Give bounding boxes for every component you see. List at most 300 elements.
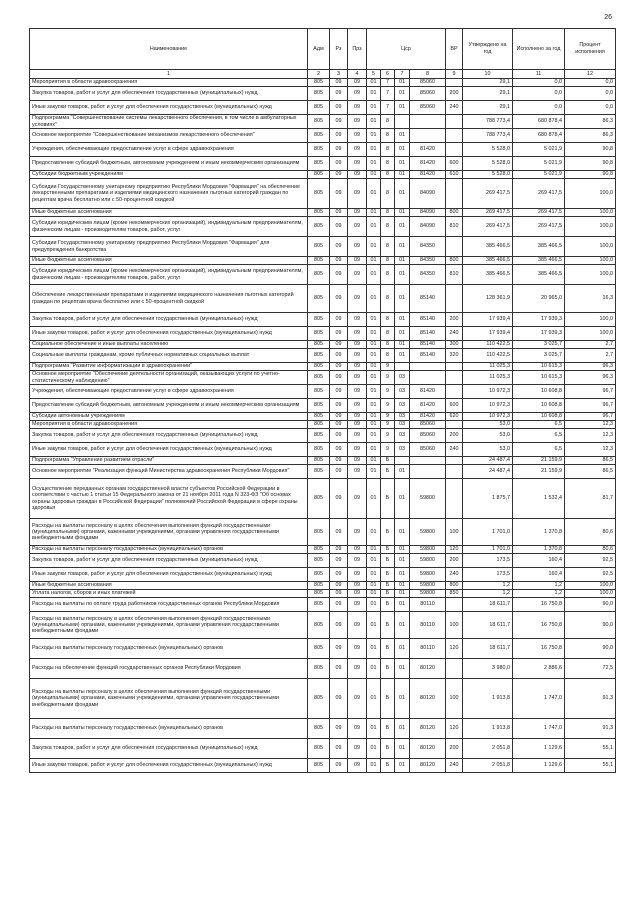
row-prz-cell: 09 [348, 590, 367, 598]
row-csr-part2-cell: Б [381, 639, 395, 659]
row-vr-cell: 810 [446, 217, 463, 237]
row-percent-cell: 96,3 [565, 371, 616, 385]
row-rz-cell: 09 [330, 429, 348, 443]
table-row [30, 179, 616, 209]
row-csr-part4-cell: 59800 [410, 590, 446, 598]
row-prz-cell: 09 [348, 413, 367, 421]
row-vr-cell [446, 465, 463, 479]
row-adm-cell: 805 [308, 257, 330, 265]
row-csr-part2-cell: 8 [381, 265, 395, 285]
row-percent-cell: 90,8 [565, 171, 616, 179]
row-name-cell: Иные закупки товаров, работ и услуг для обеспечения государственных (муниципальных) нужд [30, 327, 308, 341]
row-fact-cell: 21 159,9 [513, 465, 565, 479]
row-adm-cell: 805 [308, 371, 330, 385]
row-plan-cell: 1 701,0 [463, 519, 513, 546]
row-prz-cell: 09 [348, 79, 367, 87]
row-prz-cell: 09 [348, 719, 367, 739]
row-fact-cell: 6,5 [513, 429, 565, 443]
row-fact-cell: 1 747,0 [513, 719, 565, 739]
row-name-cell: Иные закупки товаров, работ и услуг для обеспечения государственных (муниципальных) нужд [30, 568, 308, 582]
row-csr-part3-cell: 01 [395, 79, 410, 87]
row-csr-part3-cell: 01 [395, 341, 410, 349]
row-percent-cell: 0,0 [565, 79, 616, 87]
row-csr-part2-cell: Б [381, 554, 395, 568]
row-csr-part1-cell: 01 [367, 759, 381, 773]
row-prz-cell: 09 [348, 171, 367, 179]
row-adm-cell: 805 [308, 679, 330, 719]
row-percent-cell: 0,0 [565, 101, 616, 115]
row-vr-cell: 120 [446, 546, 463, 554]
column-index-cell: 5 [367, 70, 381, 79]
row-adm-cell: 805 [308, 546, 330, 554]
row-plan-cell: 1 875,7 [463, 479, 513, 519]
row-csr-part4-cell: 80120 [410, 759, 446, 773]
table-row [30, 719, 616, 739]
row-vr-cell: 800 [446, 257, 463, 265]
table-row [30, 349, 616, 363]
row-vr-cell [446, 115, 463, 129]
row-csr-part4-cell: 84350 [410, 237, 446, 257]
row-plan-cell: 29,1 [463, 87, 513, 101]
row-percent-cell: 96,7 [565, 385, 616, 399]
row-name-cell: Расходы на выплаты персоналу государственных (муниципальных) органов [30, 639, 308, 659]
row-csr-part3-cell: 03 [395, 429, 410, 443]
row-csr-part4-cell: 85060 [410, 79, 446, 87]
table-row [30, 429, 616, 443]
row-percent-cell: 80,6 [565, 519, 616, 546]
row-rz-cell: 09 [330, 179, 348, 209]
row-name-cell: Закупка товаров, работ и услуг для обеспечения государственных (муниципальных) нужд [30, 429, 308, 443]
row-csr-part2-cell: Б [381, 612, 395, 639]
row-csr-part4-cell: 84090 [410, 217, 446, 237]
row-fact-cell: 1 370,8 [513, 519, 565, 546]
row-plan-cell: 53,0 [463, 429, 513, 443]
row-vr-cell [446, 598, 463, 612]
row-percent-cell: 86,5 [565, 465, 616, 479]
table-row [30, 285, 616, 313]
row-csr-part2-cell: 7 [381, 79, 395, 87]
table-row [30, 237, 616, 257]
row-csr-part1-cell: 01 [367, 421, 381, 429]
row-fact-cell: 385 466,5 [513, 237, 565, 257]
row-rz-cell: 09 [330, 385, 348, 399]
row-csr-part1-cell: 01 [367, 465, 381, 479]
row-csr-part2-cell: Б [381, 759, 395, 773]
row-vr-cell [446, 421, 463, 429]
row-name-cell: Учреждения, обеспечивающие предоставление услуг в сфере здравоохранения [30, 385, 308, 399]
row-csr-part2-cell: 9 [381, 399, 395, 413]
row-vr-cell [446, 129, 463, 143]
row-csr-part1-cell: 01 [367, 612, 381, 639]
row-csr-part3-cell: 01 [395, 265, 410, 285]
row-vr-cell: 200 [446, 313, 463, 327]
row-vr-cell: 200 [446, 87, 463, 101]
row-percent-cell: 100,0 [565, 217, 616, 237]
row-plan-cell: 18 611,7 [463, 612, 513, 639]
row-csr-part3-cell: 01 [395, 568, 410, 582]
row-name-cell: Иные закупки товаров, работ и услуг для обеспечения государственных (муниципальных) нужд [30, 759, 308, 773]
row-fact-cell: 269 417,5 [513, 209, 565, 217]
row-csr-part1-cell: 01 [367, 443, 381, 457]
row-csr-part1-cell: 01 [367, 568, 381, 582]
row-name-cell: Иные бюджетные ассигнования [30, 209, 308, 217]
row-csr-part4-cell: 80110 [410, 639, 446, 659]
row-fact-cell: 16 750,8 [513, 598, 565, 612]
row-fact-cell: 385 466,5 [513, 265, 565, 285]
row-plan-cell: 788 773,4 [463, 129, 513, 143]
table-row [30, 79, 616, 87]
row-prz-cell: 09 [348, 179, 367, 209]
row-rz-cell: 09 [330, 465, 348, 479]
row-plan-cell: 788 773,4 [463, 115, 513, 129]
row-percent-cell: 92,5 [565, 568, 616, 582]
row-csr-part2-cell: 9 [381, 385, 395, 399]
column-index-row [30, 70, 616, 79]
row-fact-cell: 17 939,3 [513, 327, 565, 341]
row-prz-cell: 09 [348, 659, 367, 679]
table-row [30, 371, 616, 385]
row-csr-part3-cell: 01 [395, 759, 410, 773]
row-vr-cell: 810 [446, 265, 463, 285]
row-plan-cell: 128 361,9 [463, 285, 513, 313]
row-plan-cell: 17 939,4 [463, 327, 513, 341]
row-csr-part4-cell [410, 371, 446, 385]
row-csr-part3-cell: 01 [395, 719, 410, 739]
row-prz-cell: 09 [348, 429, 367, 443]
row-fact-cell: 16 750,8 [513, 612, 565, 639]
row-rz-cell: 09 [330, 421, 348, 429]
row-csr-part2-cell: Б [381, 659, 395, 679]
row-fact-cell: 17 939,3 [513, 313, 565, 327]
row-rz-cell: 09 [330, 659, 348, 679]
row-percent-cell: 90,0 [565, 598, 616, 612]
row-plan-cell: 29,1 [463, 101, 513, 115]
row-rz-cell: 09 [330, 217, 348, 237]
row-adm-cell: 805 [308, 719, 330, 739]
table-row [30, 659, 616, 679]
row-csr-part4-cell: 85060 [410, 443, 446, 457]
row-fact-cell: 385 466,5 [513, 257, 565, 265]
row-csr-part1-cell: 01 [367, 285, 381, 313]
row-fact-cell: 6,5 [513, 421, 565, 429]
row-vr-cell: 240 [446, 568, 463, 582]
row-adm-cell: 805 [308, 443, 330, 457]
row-csr-part1-cell: 01 [367, 679, 381, 719]
table-row [30, 313, 616, 327]
row-percent-cell: 55,1 [565, 739, 616, 759]
row-prz-cell: 09 [348, 739, 367, 759]
row-rz-cell: 09 [330, 327, 348, 341]
row-csr-part4-cell [410, 115, 446, 129]
row-csr-part4-cell [410, 129, 446, 143]
row-csr-part4-cell: 85060 [410, 101, 446, 115]
row-csr-part3-cell: 01 [395, 479, 410, 519]
row-csr-part1-cell: 01 [367, 457, 381, 465]
row-plan-cell: 11 025,3 [463, 371, 513, 385]
column-index-cell: 6 [381, 70, 395, 79]
row-adm-cell: 805 [308, 582, 330, 590]
row-name-cell: Закупка товаров, работ и услуг для обеспечения государственных (муниципальных) нужд [30, 554, 308, 568]
row-csr-part2-cell: Б [381, 457, 395, 465]
row-plan-cell: 269 417,5 [463, 209, 513, 217]
row-vr-cell: 320 [446, 349, 463, 363]
row-fact-cell: 3 025,7 [513, 341, 565, 349]
table-row [30, 519, 616, 546]
row-name-cell: Субсидии автономным учреждениям [30, 413, 308, 421]
row-csr-part1-cell: 01 [367, 739, 381, 759]
table-row [30, 143, 616, 157]
row-csr-part1-cell: 01 [367, 546, 381, 554]
table-row [30, 443, 616, 457]
row-vr-cell [446, 143, 463, 157]
row-csr-part3-cell: 01 [395, 659, 410, 679]
row-csr-part1-cell: 01 [367, 429, 381, 443]
row-csr-part2-cell: 8 [381, 257, 395, 265]
row-plan-cell: 24 487,4 [463, 457, 513, 465]
row-rz-cell: 09 [330, 443, 348, 457]
col-header-fact: Исполнено за год [513, 29, 565, 70]
row-rz-cell: 09 [330, 313, 348, 327]
row-csr-part2-cell: 8 [381, 157, 395, 171]
row-name-cell: Основное мероприятие "Совершенствование механизмов лекарственного обеспечения" [30, 129, 308, 143]
row-adm-cell: 805 [308, 612, 330, 639]
row-vr-cell: 240 [446, 443, 463, 457]
row-rz-cell: 09 [330, 479, 348, 519]
row-prz-cell: 09 [348, 265, 367, 285]
row-csr-part4-cell: 81420 [410, 157, 446, 171]
row-csr-part4-cell: 85140 [410, 313, 446, 327]
table-row [30, 679, 616, 719]
row-csr-part3-cell: 01 [395, 739, 410, 759]
row-adm-cell: 805 [308, 457, 330, 465]
row-rz-cell: 09 [330, 157, 348, 171]
row-fact-cell: 5 021,9 [513, 143, 565, 157]
row-prz-cell: 09 [348, 465, 367, 479]
row-csr-part1-cell: 01 [367, 598, 381, 612]
row-rz-cell: 09 [330, 115, 348, 129]
row-vr-cell: 200 [446, 554, 463, 568]
row-rz-cell: 09 [330, 554, 348, 568]
row-plan-cell: 173,5 [463, 554, 513, 568]
table-row [30, 457, 616, 465]
row-name-cell: Субсидии Государственному унитарному предприятию Республики Мордовия "Фармация" на обеспечение лекарственными препаратами и изделиями медицинского назначения льготных категорий граждан по рецептам врача бесплатно или с 50-процентной скидкой [30, 179, 308, 209]
row-csr-part1-cell: 01 [367, 341, 381, 349]
row-csr-part3-cell: 01 [395, 217, 410, 237]
row-plan-cell: 24 487,4 [463, 465, 513, 479]
row-csr-part2-cell: 8 [381, 327, 395, 341]
row-csr-part3-cell: 03 [395, 413, 410, 421]
table-row [30, 479, 616, 519]
row-percent-cell: 96,7 [565, 399, 616, 413]
row-name-cell: Иные бюджетные ассигнования [30, 257, 308, 265]
row-vr-cell: 800 [446, 582, 463, 590]
row-name-cell: Расходы на выплаты персоналу в целях обеспечения выполнения функций государственными (муниципальными) органами, казенными учреждениями, органами управления государственными внебюджетными фондами [30, 612, 308, 639]
row-plan-cell: 173,5 [463, 568, 513, 582]
row-vr-cell: 240 [446, 101, 463, 115]
row-csr-part1-cell: 01 [367, 349, 381, 363]
row-adm-cell: 805 [308, 639, 330, 659]
row-rz-cell: 09 [330, 79, 348, 87]
row-csr-part3-cell: 01 [395, 257, 410, 265]
row-plan-cell: 1 913,8 [463, 679, 513, 719]
row-prz-cell: 09 [348, 546, 367, 554]
column-index-cell: 7 [395, 70, 410, 79]
row-adm-cell: 805 [308, 265, 330, 285]
column-index-cell: 9 [446, 70, 463, 79]
row-plan-cell: 2 051,8 [463, 759, 513, 773]
row-csr-part4-cell: 59800 [410, 479, 446, 519]
row-prz-cell: 09 [348, 285, 367, 313]
row-adm-cell: 805 [308, 598, 330, 612]
table-row [30, 639, 616, 659]
row-csr-part1-cell: 01 [367, 143, 381, 157]
row-rz-cell: 09 [330, 519, 348, 546]
row-csr-part4-cell: 85060 [410, 421, 446, 429]
row-plan-cell: 269 417,5 [463, 179, 513, 209]
row-name-cell: Субсидии бюджетным учреждениям [30, 171, 308, 179]
row-vr-cell: 300 [446, 341, 463, 349]
row-percent-cell: 91,3 [565, 679, 616, 719]
row-csr-part1-cell: 01 [367, 582, 381, 590]
row-fact-cell: 21 159,9 [513, 457, 565, 465]
row-vr-cell: 800 [446, 209, 463, 217]
col-header-prz: Прз [348, 29, 367, 70]
row-csr-part4-cell: 85060 [410, 429, 446, 443]
header-row [30, 29, 616, 70]
row-name-cell: Расходы на выплаты по оплате труда работников государственных органов Республики Мордовия [30, 598, 308, 612]
row-prz-cell: 09 [348, 639, 367, 659]
row-csr-part1-cell: 01 [367, 257, 381, 265]
row-plan-cell: 110 422,5 [463, 349, 513, 363]
row-rz-cell: 09 [330, 679, 348, 719]
row-prz-cell: 09 [348, 101, 367, 115]
table-row [30, 385, 616, 399]
table-body [30, 79, 616, 773]
col-header-percent: Процент исполнения [565, 29, 616, 70]
row-csr-part3-cell: 03 [395, 371, 410, 385]
row-plan-cell: 29,1 [463, 79, 513, 87]
row-adm-cell: 805 [308, 101, 330, 115]
row-rz-cell: 09 [330, 265, 348, 285]
row-name-cell: Субсидии Государственному унитарному предприятию Республики Мордовия "Фармация" для предупреждения банкротства [30, 237, 308, 257]
row-name-cell: Обеспечение лекарственными препаратами и изделиями медицинского назначения льготных категорий граждан по рецептам врача бесплатно или с 50-процентной скидкой [30, 285, 308, 313]
row-csr-part2-cell: Б [381, 546, 395, 554]
table-row [30, 612, 616, 639]
row-prz-cell: 09 [348, 217, 367, 237]
row-rz-cell: 09 [330, 371, 348, 385]
table-row [30, 129, 616, 143]
row-percent-cell: 86,3 [565, 115, 616, 129]
row-rz-cell: 09 [330, 639, 348, 659]
row-csr-part4-cell: 81420 [410, 171, 446, 179]
table-row [30, 759, 616, 773]
row-csr-part3-cell: 01 [395, 101, 410, 115]
row-prz-cell: 09 [348, 519, 367, 546]
row-rz-cell: 09 [330, 598, 348, 612]
row-adm-cell: 805 [308, 568, 330, 582]
row-csr-part2-cell: 8 [381, 237, 395, 257]
row-plan-cell: 5 528,0 [463, 171, 513, 179]
row-percent-cell: 100,0 [565, 313, 616, 327]
row-prz-cell: 09 [348, 349, 367, 363]
row-percent-cell: 100,0 [565, 179, 616, 209]
row-rz-cell: 09 [330, 719, 348, 739]
row-name-cell: Учреждения, обеспечивающие предоставление услуг в сфере здравоохранения [30, 143, 308, 157]
row-csr-part4-cell [410, 465, 446, 479]
row-csr-part1-cell: 01 [367, 129, 381, 143]
row-csr-part2-cell: 9 [381, 421, 395, 429]
row-rz-cell: 09 [330, 101, 348, 115]
row-prz-cell: 09 [348, 568, 367, 582]
row-csr-part3-cell: 01 [395, 285, 410, 313]
row-plan-cell: 10 972,3 [463, 385, 513, 399]
row-csr-part2-cell: 8 [381, 349, 395, 363]
row-fact-cell: 3 025,7 [513, 349, 565, 363]
table-row [30, 115, 616, 129]
row-csr-part3-cell: 01 [395, 639, 410, 659]
row-csr-part4-cell: 80120 [410, 739, 446, 759]
row-csr-part2-cell: Б [381, 739, 395, 759]
row-fact-cell: 5 021,9 [513, 171, 565, 179]
row-csr-part4-cell: 80110 [410, 598, 446, 612]
row-prz-cell: 09 [348, 341, 367, 349]
row-csr-part3-cell: 01 [395, 598, 410, 612]
row-plan-cell: 385 466,5 [463, 257, 513, 265]
row-percent-cell: 90,0 [565, 612, 616, 639]
row-adm-cell: 805 [308, 349, 330, 363]
row-percent-cell: 92,5 [565, 554, 616, 568]
row-percent-cell: 12,3 [565, 443, 616, 457]
row-percent-cell: 100,0 [565, 237, 616, 257]
table-row [30, 209, 616, 217]
row-plan-cell: 18 611,7 [463, 598, 513, 612]
row-csr-part4-cell: 85140 [410, 285, 446, 313]
row-csr-part4-cell: 59800 [410, 546, 446, 554]
row-csr-part4-cell: 84090 [410, 179, 446, 209]
row-vr-cell: 100 [446, 679, 463, 719]
row-csr-part2-cell: 8 [381, 285, 395, 313]
row-fact-cell: 6,5 [513, 443, 565, 457]
row-vr-cell: 200 [446, 429, 463, 443]
row-name-cell: Иные бюджетные ассигнования [30, 582, 308, 590]
table-row [30, 421, 616, 429]
row-percent-cell: 100,0 [565, 257, 616, 265]
column-index-cell: 2 [308, 70, 330, 79]
col-header-rz: Рз [330, 29, 348, 70]
row-name-cell: Предоставление субсидий бюджетным, автономным учреждениям и иным некоммерческим организациям [30, 399, 308, 413]
row-rz-cell: 09 [330, 285, 348, 313]
row-csr-part3-cell: 01 [395, 179, 410, 209]
row-prz-cell: 09 [348, 759, 367, 773]
row-rz-cell: 09 [330, 143, 348, 157]
row-csr-part2-cell: Б [381, 568, 395, 582]
row-csr-part1-cell: 01 [367, 179, 381, 209]
row-csr-part4-cell: 81420 [410, 143, 446, 157]
row-adm-cell: 805 [308, 554, 330, 568]
row-vr-cell [446, 659, 463, 679]
table-row [30, 265, 616, 285]
row-plan-cell: 385 466,5 [463, 237, 513, 257]
row-vr-cell: 240 [446, 759, 463, 773]
row-csr-part4-cell: 85140 [410, 349, 446, 363]
column-index-cell: 10 [463, 70, 513, 79]
row-csr-part2-cell: Б [381, 465, 395, 479]
row-fact-cell: 1 129,6 [513, 739, 565, 759]
row-fact-cell: 1,2 [513, 590, 565, 598]
row-adm-cell: 805 [308, 341, 330, 349]
row-csr-part1-cell: 01 [367, 399, 381, 413]
row-percent-cell: 90,8 [565, 143, 616, 157]
